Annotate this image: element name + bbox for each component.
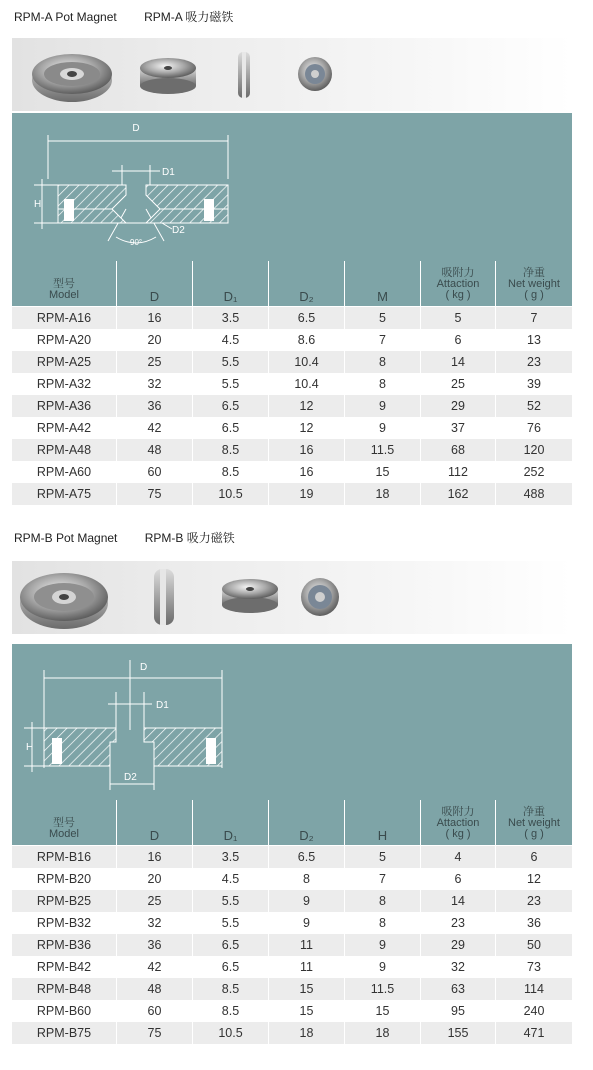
table-row [12, 483, 572, 505]
table-cell: 252 [523, 465, 545, 479]
table-cell: 60 [117, 461, 193, 483]
col-attraction-cn: 吸附力 [441, 267, 475, 279]
table-cell: 9 [269, 890, 345, 912]
table-cell: 6.5 [193, 395, 269, 417]
table-row [12, 890, 572, 912]
table-cell: 37 [421, 417, 496, 439]
col-attraction-cn: 吸附力 [441, 806, 475, 818]
table-cell: 73 [527, 960, 541, 974]
table-cell: 42 [117, 417, 193, 439]
table-cell: 7 [345, 329, 421, 351]
col-d2: D₂ [269, 261, 345, 306]
table-cell: RPM-B60 [12, 1000, 117, 1022]
table-cell: 8 [345, 373, 421, 395]
table-cell: RPM-A75 [12, 483, 117, 505]
col-model [12, 261, 117, 306]
table-cell: 240 [523, 1004, 545, 1018]
table-row [12, 1000, 572, 1022]
table-cell: 6 [530, 850, 538, 864]
diagram-b-label-d1: D1 [156, 700, 169, 711]
table-cell: RPM-B25 [12, 890, 117, 912]
table-cell: 5.5 [193, 351, 269, 373]
table-row [12, 461, 572, 483]
table-row [12, 1022, 572, 1044]
table-row [12, 417, 572, 439]
table-cell: 29 [421, 395, 496, 417]
table-cell: 10.5 [193, 483, 269, 505]
diagram-a-label-d: D [132, 123, 140, 134]
col-model-cn: 型号 [53, 817, 75, 829]
table-cell: 5 [345, 307, 421, 329]
table-cell: 42 [117, 956, 193, 978]
table-row [12, 395, 572, 417]
table-cell: 16 [269, 461, 345, 483]
table-cell: 95 [421, 1000, 496, 1022]
section-b-product-photo [12, 561, 572, 634]
section-b-title-cn: RPM-B 吸力磁铁 [144, 531, 235, 545]
col-weight-unit: ( g ) [524, 289, 544, 301]
table-cell: 8.5 [193, 978, 269, 1000]
table-cell: 12 [269, 417, 345, 439]
section-b-magnet-images [12, 561, 572, 634]
table-row [12, 912, 572, 934]
diagram-b-label-d: D [140, 662, 148, 673]
col-model [12, 800, 117, 845]
table-cell: 8.6 [269, 329, 345, 351]
table-cell: 16 [117, 307, 193, 329]
table-cell: 8 [269, 868, 345, 890]
table-cell: RPM-A48 [12, 439, 117, 461]
section-a-title [14, 8, 233, 25]
section-b-title [14, 529, 235, 546]
col-attraction-en: Attaction [436, 278, 480, 290]
section-b-title-en: RPM-B Pot Magnet [14, 531, 118, 545]
table-row [12, 329, 572, 351]
table-cell: 29 [421, 934, 496, 956]
table-cell: 15 [345, 1000, 421, 1022]
table-cell: RPM-A20 [12, 329, 117, 351]
col-d2: D₂ [269, 800, 345, 845]
col-h: H [345, 800, 421, 845]
table-cell: RPM-A16 [12, 307, 117, 329]
table-cell: 5 [345, 846, 421, 868]
col-net-weight [496, 800, 572, 845]
table-cell: 9 [345, 417, 421, 439]
table-cell: 76 [527, 421, 541, 435]
table-cell: 12 [269, 395, 345, 417]
table-cell: 5.5 [193, 912, 269, 934]
col-attraction-en: Attaction [436, 817, 480, 829]
table-cell: 20 [117, 329, 193, 351]
col-net-weight [496, 261, 572, 306]
table-row [12, 307, 572, 329]
table-cell: RPM-B32 [12, 912, 117, 934]
col-d: D [117, 800, 193, 845]
table-row [12, 934, 572, 956]
section-a-title-en: RPM-A Pot Magnet [14, 10, 117, 24]
table-row [12, 978, 572, 1000]
table-cell: 11.5 [345, 439, 421, 461]
table-cell: 15 [345, 461, 421, 483]
table-cell: 5.5 [193, 373, 269, 395]
table-cell: 11.5 [345, 978, 421, 1000]
table-cell: 488 [523, 487, 545, 501]
table-cell: 52 [527, 399, 541, 413]
table-cell: 12 [527, 872, 541, 886]
table-cell: 8 [345, 912, 421, 934]
table-row [12, 373, 572, 395]
table-cell: 16 [117, 846, 193, 868]
col-d: D [117, 261, 193, 306]
table-cell: 50 [527, 938, 541, 952]
table-cell: 63 [421, 978, 496, 1000]
table-cell: 19 [269, 483, 345, 505]
table-cell: 114 [524, 982, 544, 996]
table-cell: 3.5 [193, 307, 269, 329]
table-cell: 11 [269, 956, 345, 978]
diagram-b-label-d2: D2 [124, 772, 137, 783]
table-cell: 14 [421, 351, 496, 373]
table-cell: 8.5 [193, 461, 269, 483]
table-cell: 32 [421, 956, 496, 978]
table-cell: 48 [117, 978, 193, 1000]
table-cell: 6 [421, 868, 496, 890]
table-cell: 18 [345, 483, 421, 505]
table-cell: 25 [421, 373, 496, 395]
table-cell: 48 [117, 439, 193, 461]
section-a-table-header [12, 261, 572, 306]
magnet-b-top-view-icon [20, 573, 108, 629]
table-cell: RPM-B42 [12, 956, 117, 978]
table-cell: 25 [117, 351, 193, 373]
table-row [12, 868, 572, 890]
table-cell: 18 [269, 1022, 345, 1044]
table-cell: 3.5 [193, 846, 269, 868]
table-cell: 4.5 [193, 329, 269, 351]
table-cell: RPM-B48 [12, 978, 117, 1000]
table-cell: 7 [345, 868, 421, 890]
magnet-b-front-icon [301, 578, 339, 616]
table-row [12, 846, 572, 868]
table-cell: 6.5 [193, 934, 269, 956]
col-weight-en: Net weight [508, 278, 560, 290]
table-cell: RPM-B36 [12, 934, 117, 956]
table-cell: 155 [421, 1022, 496, 1044]
table-cell: 36 [117, 934, 193, 956]
table-cell: 75 [117, 1022, 193, 1044]
table-cell: RPM-A25 [12, 351, 117, 373]
table-cell: RPM-B20 [12, 868, 117, 890]
table-cell: 32 [117, 373, 193, 395]
table-cell: 471 [523, 1026, 545, 1040]
diagram-a-label-d1: D1 [162, 167, 175, 178]
col-model-cn: 型号 [53, 278, 75, 290]
table-cell: 9 [345, 395, 421, 417]
diagram-a-label-h: H [34, 199, 42, 210]
col-model-en: Model [49, 289, 79, 301]
table-cell: 15 [269, 1000, 345, 1022]
section-a-dimension-diagram [12, 113, 572, 261]
table-cell: 13 [527, 333, 541, 347]
table-row [12, 351, 572, 373]
table-row [12, 439, 572, 461]
table-cell: 14 [421, 890, 496, 912]
magnet-b-perspective-icon [222, 579, 278, 613]
table-cell: 15 [269, 978, 345, 1000]
table-cell: 5 [421, 307, 496, 329]
table-cell: RPM-A36 [12, 395, 117, 417]
table-cell: 8.5 [193, 1000, 269, 1022]
table-cell: 36 [527, 916, 541, 930]
magnet-a-edge-icon [238, 52, 250, 98]
col-m: M [345, 261, 421, 306]
diagram-a-label-d2: D2 [172, 225, 185, 236]
table-cell: 112 [421, 461, 496, 483]
col-weight-cn: 净重 [523, 267, 545, 279]
table-cell: 6.5 [269, 307, 345, 329]
table-cell: RPM-A42 [12, 417, 117, 439]
table-cell: 9 [269, 912, 345, 934]
table-cell: 6.5 [193, 417, 269, 439]
table-cell: 10.4 [269, 351, 345, 373]
table-cell: 5.5 [193, 890, 269, 912]
section-a-title-cn: RPM-A 吸力磁铁 [144, 10, 234, 24]
table-cell: 60 [117, 1000, 193, 1022]
section-a-product-photo [12, 38, 572, 111]
diagram-b-label-h: H [26, 742, 34, 753]
table-cell: 75 [117, 483, 193, 505]
table-cell: 18 [345, 1022, 421, 1044]
col-attraction-unit: ( kg ) [445, 289, 471, 301]
table-cell: RPM-B75 [12, 1022, 117, 1044]
magnet-a-front-icon [298, 57, 332, 91]
table-cell: RPM-A32 [12, 373, 117, 395]
magnet-a-top-view-icon [32, 54, 112, 102]
magnet-b-edge-icon [154, 569, 174, 625]
table-cell: 20 [117, 868, 193, 890]
table-row [12, 956, 572, 978]
table-cell: 6 [421, 329, 496, 351]
table-cell: 6.5 [269, 846, 345, 868]
table-cell: 9 [345, 956, 421, 978]
table-cell: 6.5 [193, 956, 269, 978]
section-b-table-header [12, 800, 572, 845]
col-attraction [421, 800, 496, 845]
table-cell: 10.5 [193, 1022, 269, 1044]
table-cell: 39 [527, 377, 541, 391]
table-cell: 9 [345, 934, 421, 956]
section-b-dimension-diagram [12, 644, 572, 800]
col-weight-unit: ( g ) [524, 828, 544, 840]
table-cell: 8 [345, 890, 421, 912]
section-a-table-body [12, 307, 572, 505]
table-cell: 68 [421, 439, 496, 461]
col-d1: D₁ [193, 261, 269, 306]
table-cell: 25 [117, 890, 193, 912]
table-cell: 11 [269, 934, 345, 956]
table-cell: RPM-B16 [12, 846, 117, 868]
table-cell: 4.5 [193, 868, 269, 890]
col-weight-cn: 净重 [523, 806, 545, 818]
table-cell: 23 [421, 912, 496, 934]
table-cell: 162 [421, 483, 496, 505]
table-cell: 120 [523, 443, 545, 457]
table-cell: 36 [117, 395, 193, 417]
table-cell: 32 [117, 912, 193, 934]
col-attraction-unit: ( kg ) [445, 828, 471, 840]
col-d1: D₁ [193, 800, 269, 845]
section-a-magnet-images [12, 38, 572, 111]
diagram-a-label-angle: 90° [130, 238, 143, 247]
table-cell: RPM-A60 [12, 461, 117, 483]
table-cell: 8.5 [193, 439, 269, 461]
col-attraction [421, 261, 496, 306]
table-cell: 10.4 [269, 373, 345, 395]
table-cell: 23 [527, 355, 541, 369]
magnet-a-perspective-icon [140, 58, 196, 94]
col-model-en: Model [49, 828, 79, 840]
table-cell: 7 [530, 311, 538, 325]
table-cell: 23 [527, 894, 541, 908]
col-weight-en: Net weight [508, 817, 560, 829]
table-cell: 8 [345, 351, 421, 373]
table-cell: 16 [269, 439, 345, 461]
table-cell: 4 [421, 846, 496, 868]
section-b-table-body [12, 846, 572, 1044]
